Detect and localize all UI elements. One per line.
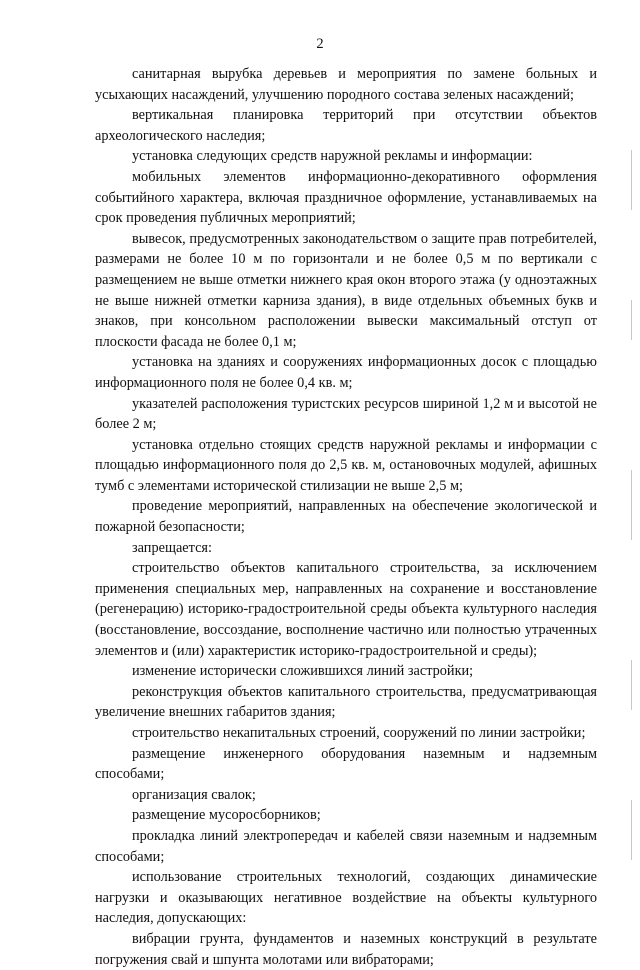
paragraph: проведение мероприятий, направленных на обеспечение экологической и пожарной безопасности;: [95, 498, 597, 536]
scan-margin-line: [631, 800, 632, 860]
paragraph: размещение мусоросборников;: [132, 807, 321, 824]
paragraph: строительство объектов капитального строительства, за исключением применения специальных мер, направленных на сохранение и восстановление (регенерацию) историко-градостроительной среды объекта культурного наследия (восстановление, воссоздание, восполнение частично или полностью утраченных элементов и (или) характеристик историко-градостроительной и среды);: [95, 560, 597, 659]
paragraph: строительство некапитальных строений, сооружений по линии застройки;: [132, 725, 586, 741]
paragraph: установка отдельно стоящих средств наружной рекламы и информации с площадью информационного поля до 2,5 кв. м, остановочных модулей, афишных тумб с элементами исторической стилизации не выше 2,5 м;: [95, 436, 597, 494]
paragraph: прокладка линий электропередач и кабелей связи наземным и надземным способами;: [95, 827, 597, 865]
scan-margin-line: [631, 300, 632, 340]
scan-margin-line: [631, 470, 632, 540]
paragraph: мобильных элементов информационно-декоративного оформления событийного характера, включая праздничное оформление, устанавливаемых на срок проведения публичных мероприятий;: [95, 168, 597, 227]
page-number: 2: [316, 36, 324, 52]
paragraph: организация свалок;: [132, 786, 256, 803]
paragraph: установка на зданиях и сооружениях информационных досок с площадью информационного поля не более 0,4 кв. м;: [95, 354, 597, 391]
paragraph: установка следующих средств наружной рекламы и информации:: [132, 148, 533, 165]
paragraph: реконструкция объектов капитального строительства, предусматривающая увеличение внешних габаритов здания;: [95, 683, 597, 721]
paragraph: вывесок, предусмотренных законодательством о защите прав потребителей, размерами не более 10 м по горизонтали и не более 0,5 м по вертикали с размещением не выше отметки нижнего края окон второго этажа (у одноэтажных не выше нижней отметки карниза здания), в виде отдельных объемных букв и знаков, при консольном расположении вывески максимальный отступ от плоскости фасада не более 0,1 м;: [95, 230, 597, 350]
document-body: [95, 64, 597, 970]
paragraph: вибрации грунта, фундаментов и наземных конструкций в результате погружения свай и шпунта молотами или вибраторами;: [95, 930, 597, 968]
paragraph: вертикальная планировка территорий при отсутствии объектов археологического наследия;: [95, 107, 597, 144]
paragraph: размещение инженерного оборудования наземным и надземным способами;: [95, 745, 597, 783]
paragraph: указателей расположения туристских ресурсов шириной 1,2 м и высотой не более 2 м;: [95, 395, 597, 433]
paragraph: использование строительных технологий, создающих динамические нагрузки и оказывающих негативное воздействие на объекты культурного наследия, допускающих:: [95, 869, 597, 927]
paragraph: санитарная вырубка деревьев и мероприятия по замене больных и усыхающих насаждений, улучшению породного состава зеленых насаждений;: [95, 66, 597, 103]
scan-margin-line: [631, 660, 632, 710]
paragraph: изменение исторически сложившихся линий застройки;: [132, 663, 474, 680]
scan-margin-line: [631, 150, 632, 210]
paragraph: запрещается:: [132, 539, 212, 556]
